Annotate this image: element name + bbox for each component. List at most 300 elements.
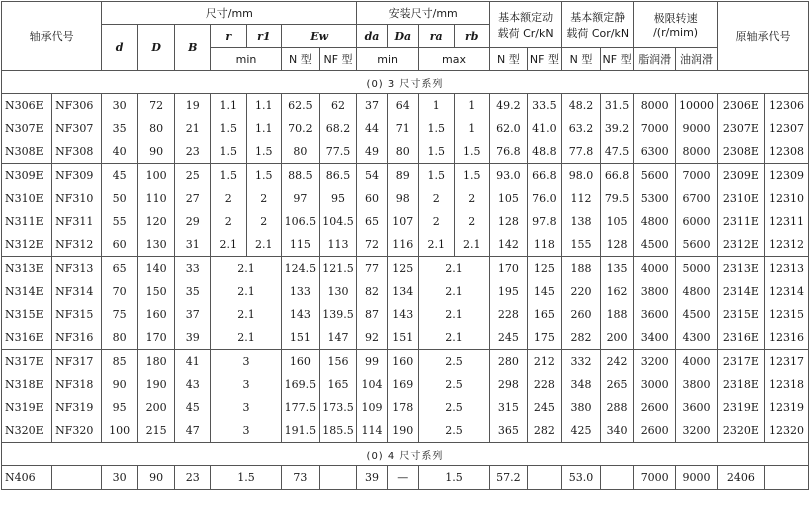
table-cell: 2316E <box>717 326 764 350</box>
table-cell: 88.5 <box>282 164 320 188</box>
table-cell: 2.5 <box>418 373 489 396</box>
table-cell: 2.1 <box>418 280 489 303</box>
table-cell: 75 <box>102 303 138 326</box>
table-cell: 180 <box>137 350 175 374</box>
table-cell: — <box>387 466 418 490</box>
table-cell: 2312E <box>717 233 764 257</box>
table-cell: 6700 <box>676 187 718 210</box>
header-Da: Da <box>387 25 418 48</box>
table-cell: 39 <box>357 466 387 490</box>
table-cell: 2 <box>454 210 490 233</box>
table-cell: 63.2 <box>562 117 601 140</box>
table-cell: 120 <box>137 210 175 233</box>
table-cell: 2320E <box>717 419 764 443</box>
table-cell: 365 <box>490 419 528 443</box>
table-cell: 87 <box>357 303 387 326</box>
table-cell: 188 <box>600 303 633 326</box>
table-cell: 6000 <box>676 210 718 233</box>
table-cell: 23 <box>175 140 211 164</box>
table-cell: 200 <box>137 396 175 419</box>
header-dyn-nf: NF 型 <box>527 48 562 71</box>
header-ew-nf: NF 型 <box>319 48 357 71</box>
table-cell <box>319 466 357 490</box>
table-cell: 3 <box>211 396 282 419</box>
table-cell: 4800 <box>676 280 718 303</box>
table-cell: 12309 <box>764 164 808 188</box>
table-cell: 2 <box>418 210 454 233</box>
table-cell: NF308 <box>52 140 102 164</box>
table-cell: 82 <box>357 280 387 303</box>
table-cell: 70.2 <box>282 117 320 140</box>
table-cell: 3200 <box>634 350 676 374</box>
table-cell: 2600 <box>634 419 676 443</box>
table-cell: 66.8 <box>527 164 562 188</box>
table-cell: 12320 <box>764 419 808 443</box>
table-cell: 1.5 <box>418 164 454 188</box>
table-cell: 143 <box>387 303 418 326</box>
table-cell: 140 <box>137 257 175 281</box>
table-cell: 151 <box>282 326 320 350</box>
table-cell: 80 <box>137 117 175 140</box>
table-cell: 3800 <box>676 373 718 396</box>
table-cell: 2315E <box>717 303 764 326</box>
table-cell: 25 <box>175 164 211 188</box>
table-cell: 3000 <box>634 373 676 396</box>
table-cell: 8000 <box>676 140 718 164</box>
table-cell: 100 <box>137 164 175 188</box>
table-cell: 165 <box>527 303 562 326</box>
table-cell: N318E <box>2 373 52 396</box>
table-cell: 135 <box>600 257 633 281</box>
table-cell: N306E <box>2 94 52 118</box>
table-cell: 27 <box>175 187 211 210</box>
table-cell: 2.1 <box>211 303 282 326</box>
table-cell: 31.5 <box>600 94 633 118</box>
table-cell: 12311 <box>764 210 808 233</box>
table-cell: 145 <box>527 280 562 303</box>
table-cell: 340 <box>600 419 633 443</box>
table-cell: 165 <box>319 373 357 396</box>
table-cell: 40 <box>102 140 138 164</box>
table-cell: 5000 <box>676 257 718 281</box>
header-dynamic-load: 基本额定动 载荷 Cr/kN <box>490 2 562 48</box>
table-cell: 73 <box>282 466 320 490</box>
table-cell: NF310 <box>52 187 102 210</box>
table-cell: 1.5 <box>246 140 282 164</box>
table-cell: 1.5 <box>418 117 454 140</box>
table-cell: 2.5 <box>418 396 489 419</box>
table-cell: 2.1 <box>246 233 282 257</box>
table-cell: 105 <box>600 210 633 233</box>
table-cell: 1.5 <box>418 140 454 164</box>
table-cell: 9000 <box>676 117 718 140</box>
table-cell: 2.1 <box>211 326 282 350</box>
table-cell: 5300 <box>634 187 676 210</box>
table-cell: 185.5 <box>319 419 357 443</box>
table-cell: 7000 <box>634 117 676 140</box>
table-cell: 30 <box>102 94 138 118</box>
table-cell: 315 <box>490 396 528 419</box>
table-cell: 3 <box>211 373 282 396</box>
table-cell: 220 <box>562 280 601 303</box>
table-cell: 47.5 <box>600 140 633 164</box>
table-row <box>2 94 809 118</box>
table-cell: 2311E <box>717 210 764 233</box>
table-cell: 195 <box>490 280 528 303</box>
table-cell: 1.1 <box>246 94 282 118</box>
table-cell: 121.5 <box>319 257 357 281</box>
header-r1: r1 <box>246 25 282 48</box>
table-cell: 105 <box>490 187 528 210</box>
table-cell: 23 <box>175 466 211 490</box>
table-cell: 41 <box>175 350 211 374</box>
table-cell: N309E <box>2 164 52 188</box>
header-static-n: N 型 <box>562 48 601 71</box>
table-cell: 48.8 <box>527 140 562 164</box>
table-cell: 86.5 <box>319 164 357 188</box>
table-cell: 90 <box>137 466 175 490</box>
header-B: B <box>175 25 211 71</box>
table-row <box>2 303 809 326</box>
table-cell: 124.5 <box>282 257 320 281</box>
table-cell: 1.5 <box>211 140 247 164</box>
bearing-table <box>1 1 809 490</box>
table-cell: 178 <box>387 396 418 419</box>
table-cell: 107 <box>387 210 418 233</box>
table-cell: 2307E <box>717 117 764 140</box>
table-cell: N315E <box>2 303 52 326</box>
table-cell: 2313E <box>717 257 764 281</box>
table-cell: 200 <box>600 326 633 350</box>
table-cell: 3600 <box>634 303 676 326</box>
table-cell: 298 <box>490 373 528 396</box>
table-cell: 29 <box>175 210 211 233</box>
table-cell: NF314 <box>52 280 102 303</box>
table-cell: 156 <box>319 350 357 374</box>
table-cell: 3400 <box>634 326 676 350</box>
header-static-nf: NF 型 <box>600 48 633 71</box>
table-cell: 12307 <box>764 117 808 140</box>
table-row <box>2 187 809 210</box>
table-cell: 139.5 <box>319 303 357 326</box>
table-cell: 62.0 <box>490 117 528 140</box>
header-da: da <box>357 25 387 48</box>
table-cell: NF317 <box>52 350 102 374</box>
table-cell: 112 <box>562 187 601 210</box>
table-cell: NF312 <box>52 233 102 257</box>
table-row <box>2 373 809 396</box>
table-cell: 12315 <box>764 303 808 326</box>
table-cell: 30 <box>102 466 138 490</box>
table-cell: 35 <box>102 117 138 140</box>
table-cell: N320E <box>2 419 52 443</box>
table-cell: 93.0 <box>490 164 528 188</box>
table-cell: 2 <box>246 210 282 233</box>
table-cell: 12312 <box>764 233 808 257</box>
table-cell: 1 <box>454 117 490 140</box>
table-cell: 37 <box>357 94 387 118</box>
table-cell: 2.5 <box>418 350 489 374</box>
table-cell: 12310 <box>764 187 808 210</box>
table-cell: 2.1 <box>418 257 489 281</box>
header-ra-max: max <box>418 48 489 71</box>
table-cell: 212 <box>527 350 562 374</box>
table-row <box>2 396 809 419</box>
table-cell: 2 <box>211 210 247 233</box>
table-cell <box>527 466 562 490</box>
table-cell: 380 <box>562 396 601 419</box>
header-oil: 油润滑 <box>676 48 718 71</box>
table-cell: 4500 <box>676 303 718 326</box>
table-cell: 133 <box>282 280 320 303</box>
table-cell: 1 <box>454 94 490 118</box>
table-cell: 12314 <box>764 280 808 303</box>
table-cell: 7000 <box>676 164 718 188</box>
table-cell: 90 <box>137 140 175 164</box>
table-cell: 2309E <box>717 164 764 188</box>
table-cell: 2318E <box>717 373 764 396</box>
table-cell: 4800 <box>634 210 676 233</box>
table-cell: 1.5 <box>211 164 247 188</box>
table-cell: 2.1 <box>454 233 490 257</box>
table-cell: 151 <box>387 326 418 350</box>
table-cell <box>600 466 633 490</box>
header-static-load: 基本额定静 载荷 Cor/kN <box>562 2 634 48</box>
table-cell: 45 <box>175 396 211 419</box>
table-cell: 2 <box>454 187 490 210</box>
table-cell: 106.5 <box>282 210 320 233</box>
table-cell: 1.5 <box>246 164 282 188</box>
table-cell: 130 <box>137 233 175 257</box>
table-cell: NF311 <box>52 210 102 233</box>
header-d: d <box>102 25 138 71</box>
table-cell: 160 <box>387 350 418 374</box>
row-group <box>2 257 809 350</box>
table-cell: 12318 <box>764 373 808 396</box>
header-ra: ra <box>418 25 454 48</box>
table-cell: 228 <box>527 373 562 396</box>
table-cell: 66.8 <box>600 164 633 188</box>
table-cell: 60 <box>102 233 138 257</box>
table-cell: 1.5 <box>211 117 247 140</box>
table-cell: 425 <box>562 419 601 443</box>
table-cell: N406 <box>2 466 52 490</box>
table-cell: 2319E <box>717 396 764 419</box>
table-cell: 134 <box>387 280 418 303</box>
table-cell: 60 <box>357 187 387 210</box>
row-group <box>2 94 809 164</box>
table-cell: 80 <box>387 140 418 164</box>
table-cell: 125 <box>387 257 418 281</box>
table-cell: 332 <box>562 350 601 374</box>
table-cell: 44 <box>357 117 387 140</box>
section-title-04: (0) 4 尺寸系列 <box>2 443 809 466</box>
table-cell: 41.0 <box>527 117 562 140</box>
table-cell: 282 <box>527 419 562 443</box>
table-cell: 98.0 <box>562 164 601 188</box>
table-cell: 188 <box>562 257 601 281</box>
table-cell: 65 <box>102 257 138 281</box>
table-cell: N316E <box>2 326 52 350</box>
table-cell: 62 <box>319 94 357 118</box>
table-cell: 3 <box>211 419 282 443</box>
table-cell: 265 <box>600 373 633 396</box>
header-mounting: 安装尺寸/mm <box>357 2 490 25</box>
table-cell: 65 <box>357 210 387 233</box>
table-cell: 70 <box>102 280 138 303</box>
table-cell: 2 <box>211 187 247 210</box>
table-cell: 2317E <box>717 350 764 374</box>
table-cell: NF309 <box>52 164 102 188</box>
table-cell: 170 <box>490 257 528 281</box>
table-cell: 2.1 <box>211 233 247 257</box>
table-row <box>2 233 809 257</box>
table-cell: 77.5 <box>319 140 357 164</box>
table-cell: 1.5 <box>418 466 489 490</box>
header-grease: 脂润滑 <box>634 48 676 71</box>
table-row <box>2 419 809 443</box>
table-cell: 12308 <box>764 140 808 164</box>
header-ew-n: N 型 <box>282 48 320 71</box>
table-cell: 116 <box>387 233 418 257</box>
table-cell: 1.5 <box>211 466 282 490</box>
table-row <box>2 326 809 350</box>
table-cell: 2.5 <box>418 419 489 443</box>
table-cell: 12313 <box>764 257 808 281</box>
table-cell: 3600 <box>676 396 718 419</box>
table-cell: 80 <box>102 326 138 350</box>
table-cell: 110 <box>137 187 175 210</box>
table-cell: 191.5 <box>282 419 320 443</box>
table-cell: 50 <box>102 187 138 210</box>
table-cell: 33 <box>175 257 211 281</box>
table-cell: 169.5 <box>282 373 320 396</box>
table-cell: 77 <box>357 257 387 281</box>
table-cell: N317E <box>2 350 52 374</box>
table-cell: N311E <box>2 210 52 233</box>
table-cell <box>52 466 102 490</box>
table-cell: 21 <box>175 117 211 140</box>
table-cell: 109 <box>357 396 387 419</box>
table-cell: 71 <box>387 117 418 140</box>
table-cell: 2 <box>246 187 282 210</box>
table-cell: 2308E <box>717 140 764 164</box>
table-cell: 35 <box>175 280 211 303</box>
table-cell: N319E <box>2 396 52 419</box>
table-cell: 37 <box>175 303 211 326</box>
table-row <box>2 280 809 303</box>
table-cell: 72 <box>137 94 175 118</box>
table-cell: 2406 <box>717 466 764 490</box>
header-da-min: min <box>357 48 419 71</box>
table-cell: 245 <box>527 396 562 419</box>
table-cell: 115 <box>282 233 320 257</box>
table-cell: 2.1 <box>211 280 282 303</box>
table-cell: 170 <box>137 326 175 350</box>
table-cell: 260 <box>562 303 601 326</box>
table-cell: 160 <box>137 303 175 326</box>
table-cell: 288 <box>600 396 633 419</box>
table-cell: 5600 <box>676 233 718 257</box>
table-cell: N308E <box>2 140 52 164</box>
table-cell: 128 <box>490 210 528 233</box>
table-cell: 228 <box>490 303 528 326</box>
table-cell: 43 <box>175 373 211 396</box>
table-cell: N310E <box>2 187 52 210</box>
section-title-03: (0) 3 尺寸系列 <box>2 71 809 94</box>
table-cell: NF316 <box>52 326 102 350</box>
table-cell: 1.1 <box>246 117 282 140</box>
table-row <box>2 350 809 374</box>
table-cell: 155 <box>562 233 601 257</box>
table-cell: 242 <box>600 350 633 374</box>
table-cell: NF320 <box>52 419 102 443</box>
table-row <box>2 466 809 490</box>
table-cell: 33.5 <box>527 94 562 118</box>
table-cell: 142 <box>490 233 528 257</box>
table-cell: 2.1 <box>418 326 489 350</box>
table-cell: 12319 <box>764 396 808 419</box>
table-cell: 1.5 <box>454 164 490 188</box>
table-cell: 45 <box>102 164 138 188</box>
header-bearing-code: 轴承代号 <box>2 2 102 71</box>
table-cell: 95 <box>102 396 138 419</box>
table-cell: 160 <box>282 350 320 374</box>
table-row <box>2 210 809 233</box>
table-row <box>2 140 809 164</box>
table-cell: 348 <box>562 373 601 396</box>
header-original-code: 原轴承代号 <box>717 2 808 71</box>
table-cell: N314E <box>2 280 52 303</box>
table-cell: 5600 <box>634 164 676 188</box>
row-group <box>2 164 809 257</box>
table-cell: 113 <box>319 233 357 257</box>
table-cell: 89 <box>387 164 418 188</box>
table-cell: NF318 <box>52 373 102 396</box>
table-cell: 282 <box>562 326 601 350</box>
table-cell: 2.1 <box>418 303 489 326</box>
table-cell: 114 <box>357 419 387 443</box>
table-cell: 4000 <box>634 257 676 281</box>
header-limit-speed: 极限转速 /(r/mim) <box>634 2 718 48</box>
table-cell: 49 <box>357 140 387 164</box>
table-cell: 90 <box>102 373 138 396</box>
table-cell <box>764 466 808 490</box>
table-cell: 49.2 <box>490 94 528 118</box>
table-cell: 4500 <box>634 233 676 257</box>
table-cell: 10000 <box>676 94 718 118</box>
table-cell: 1.1 <box>211 94 247 118</box>
table-cell: 48.2 <box>562 94 601 118</box>
table-cell: 104 <box>357 373 387 396</box>
table-cell: 92 <box>357 326 387 350</box>
table-cell: 99 <box>357 350 387 374</box>
header-dimensions: 尺寸/mm <box>102 2 357 25</box>
table-cell: 175 <box>527 326 562 350</box>
table-cell: 143 <box>282 303 320 326</box>
table-cell: 9000 <box>676 466 718 490</box>
table-cell: 12317 <box>764 350 808 374</box>
header-r-min: min <box>211 48 282 71</box>
header-rb: rb <box>454 25 490 48</box>
table-cell: 190 <box>387 419 418 443</box>
header-dyn-n: N 型 <box>490 48 528 71</box>
table-cell: 128 <box>600 233 633 257</box>
table-cell: 8000 <box>634 94 676 118</box>
table-cell: 64 <box>387 94 418 118</box>
table-cell: 68.2 <box>319 117 357 140</box>
table-cell: 2.1 <box>211 257 282 281</box>
